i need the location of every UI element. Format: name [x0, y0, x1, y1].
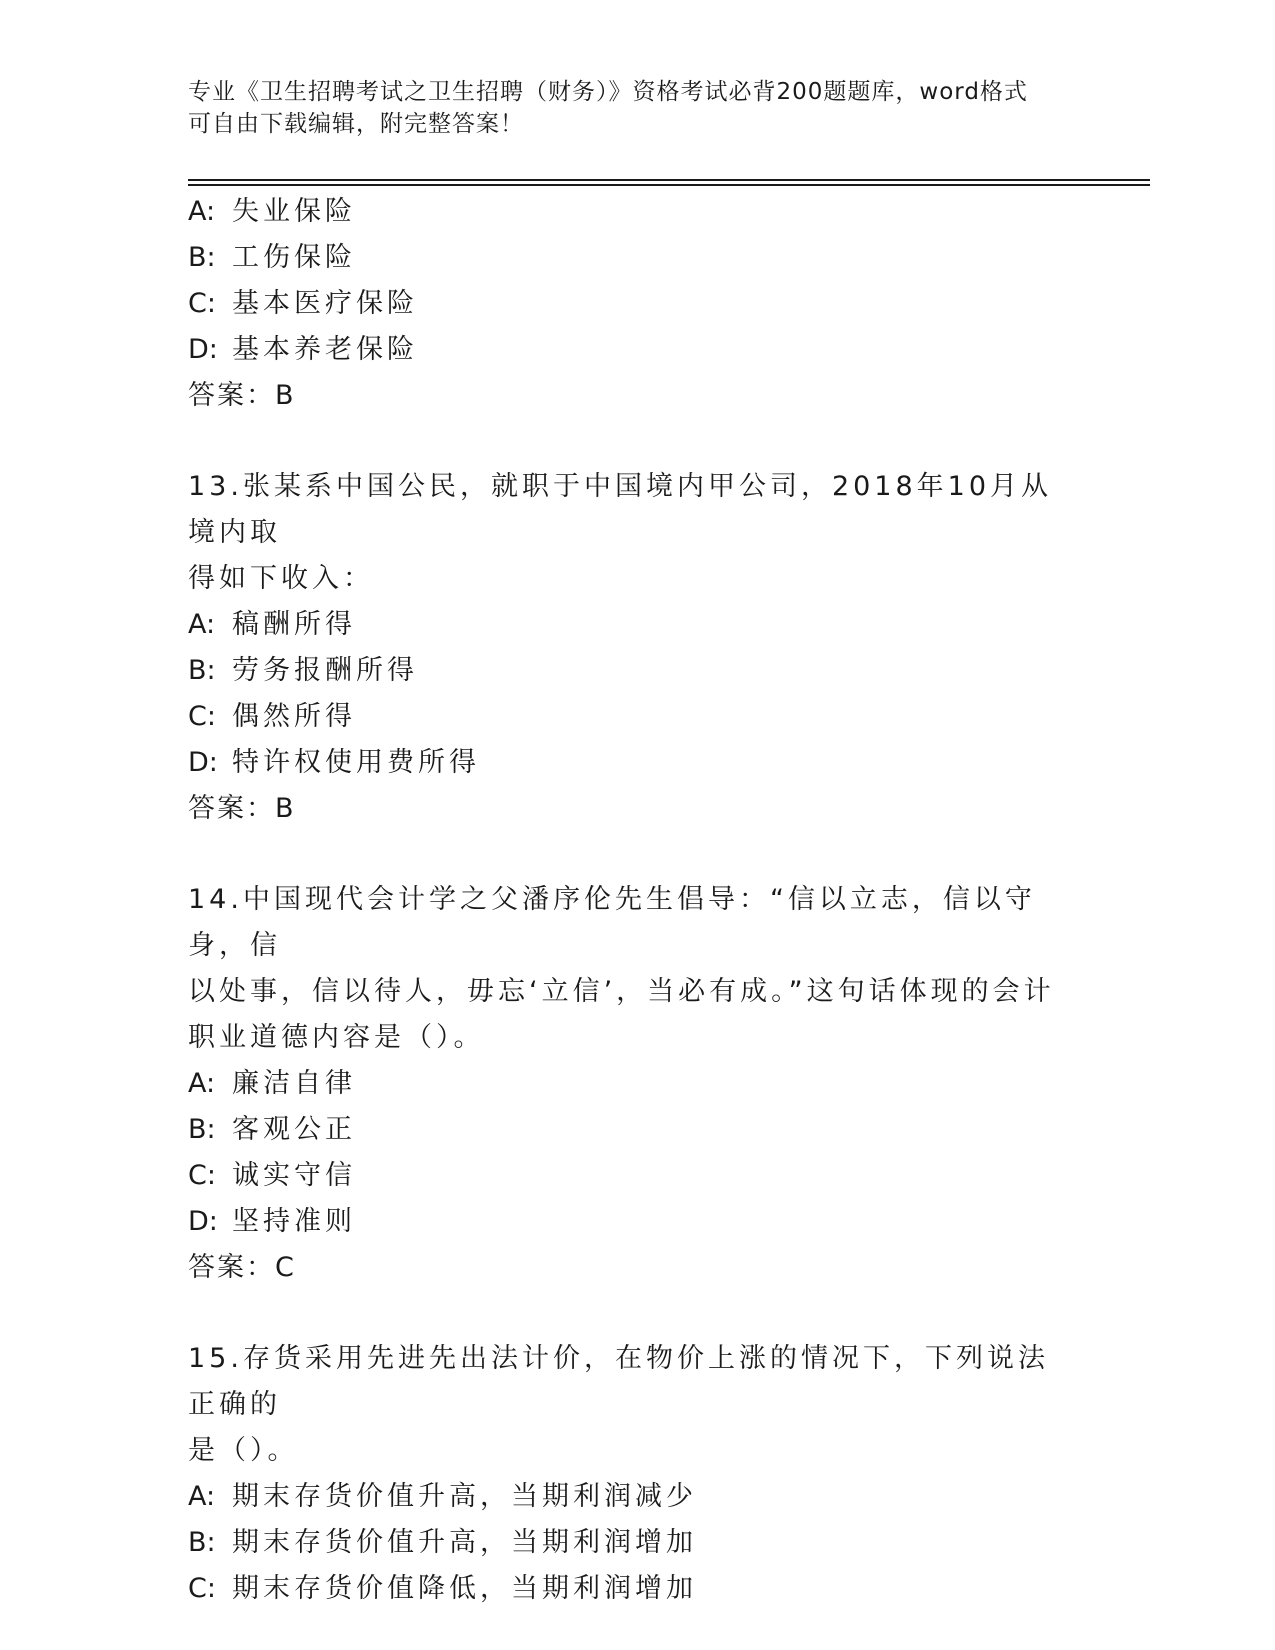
header-divider-bottom [188, 184, 1150, 186]
header-line-1: 专业《卫生招聘考试之卫生招聘（财务）》资格考试必背200题题库，word格式 [188, 79, 1028, 105]
question-14 [188, 877, 1088, 1291]
question-13 [188, 464, 1088, 832]
option-letter: C: [188, 701, 216, 732]
option-letter: C: [188, 288, 216, 319]
question-stem [188, 464, 1078, 602]
option-letter: B: [188, 242, 216, 273]
answer-line: 答案：B [188, 380, 296, 411]
header-line-2: 可自由下载编辑，附完整答案！ [188, 111, 524, 137]
answer-line: 答案：B [188, 793, 296, 824]
option-letter: D: [188, 1206, 218, 1237]
question-15 [188, 1336, 1088, 1612]
option-text: 劳务报酬所得 [232, 655, 418, 686]
option-letter: D: [188, 747, 218, 778]
stem-line: 得如下收入： [188, 563, 374, 594]
option-b [188, 235, 1088, 281]
option-letter: A: [188, 1481, 216, 1512]
option-a [188, 1061, 1088, 1107]
option-b [188, 648, 1088, 694]
option-letter: A: [188, 196, 216, 227]
option-d [188, 740, 1088, 786]
option-d [188, 327, 1088, 373]
option-text: 期末存货价值升高，当期利润增加 [232, 1527, 697, 1558]
stem-line: 是（）。 [188, 1435, 299, 1466]
stem-line: 以处事，信以待人，毋忘‘立信’，当必有成。”这句话体现的会计 [188, 976, 1055, 1007]
option-text: 工伤保险 [232, 242, 356, 273]
option-text: 诚实守信 [232, 1160, 356, 1191]
option-a [188, 1474, 1088, 1520]
option-c [188, 1566, 1088, 1612]
stem-line: 14.中国现代会计学之父潘序伦先生倡导：“信以立志，信以守身，信 [188, 884, 1036, 961]
option-letter: B: [188, 1114, 216, 1145]
option-text: 坚持准则 [232, 1206, 356, 1237]
option-b [188, 1107, 1088, 1153]
stem-line: 15.存货采用先进先出法计价，在物价上涨的情况下，下列说法正确的 [188, 1343, 1049, 1420]
option-text: 稿酬所得 [232, 609, 356, 640]
option-text: 客观公正 [232, 1114, 356, 1145]
option-text: 期末存货价值降低，当期利润增加 [232, 1573, 697, 1604]
option-a [188, 189, 1088, 235]
option-letter: D: [188, 334, 218, 365]
option-c [188, 1153, 1088, 1199]
option-text: 特许权使用费所得 [232, 747, 480, 778]
option-letter: C: [188, 1160, 216, 1191]
answer-line: 答案：C [188, 1252, 296, 1283]
header-divider-top [188, 179, 1150, 181]
option-text: 基本养老保险 [232, 334, 418, 365]
option-text: 期末存货价值升高，当期利润减少 [232, 1481, 697, 1512]
question-gap [188, 419, 1088, 464]
option-b [188, 1520, 1088, 1566]
option-c [188, 694, 1088, 740]
option-text: 失业保险 [232, 196, 356, 227]
question-stem [188, 877, 1078, 1061]
option-c [188, 281, 1088, 327]
option-d [188, 1199, 1088, 1245]
stem-line: 13.张某系中国公民，就职于中国境内甲公司，2018年10月从境内取 [188, 471, 1053, 548]
option-letter: A: [188, 1068, 216, 1099]
option-letter: B: [188, 655, 216, 686]
option-a [188, 602, 1088, 648]
question-content [188, 189, 1088, 1612]
option-text: 偶然所得 [232, 701, 356, 732]
option-letter: B: [188, 1527, 216, 1558]
option-letter: A: [188, 609, 216, 640]
question-12 [188, 189, 1088, 419]
option-letter: C: [188, 1573, 216, 1604]
question-gap [188, 1291, 1088, 1336]
option-text: 基本医疗保险 [232, 288, 418, 319]
question-stem [188, 1336, 1078, 1474]
question-gap [188, 832, 1088, 877]
option-text: 廉洁自律 [232, 1068, 356, 1099]
document-header [188, 76, 1068, 140]
stem-line: 职业道德内容是（）。 [188, 1022, 485, 1053]
